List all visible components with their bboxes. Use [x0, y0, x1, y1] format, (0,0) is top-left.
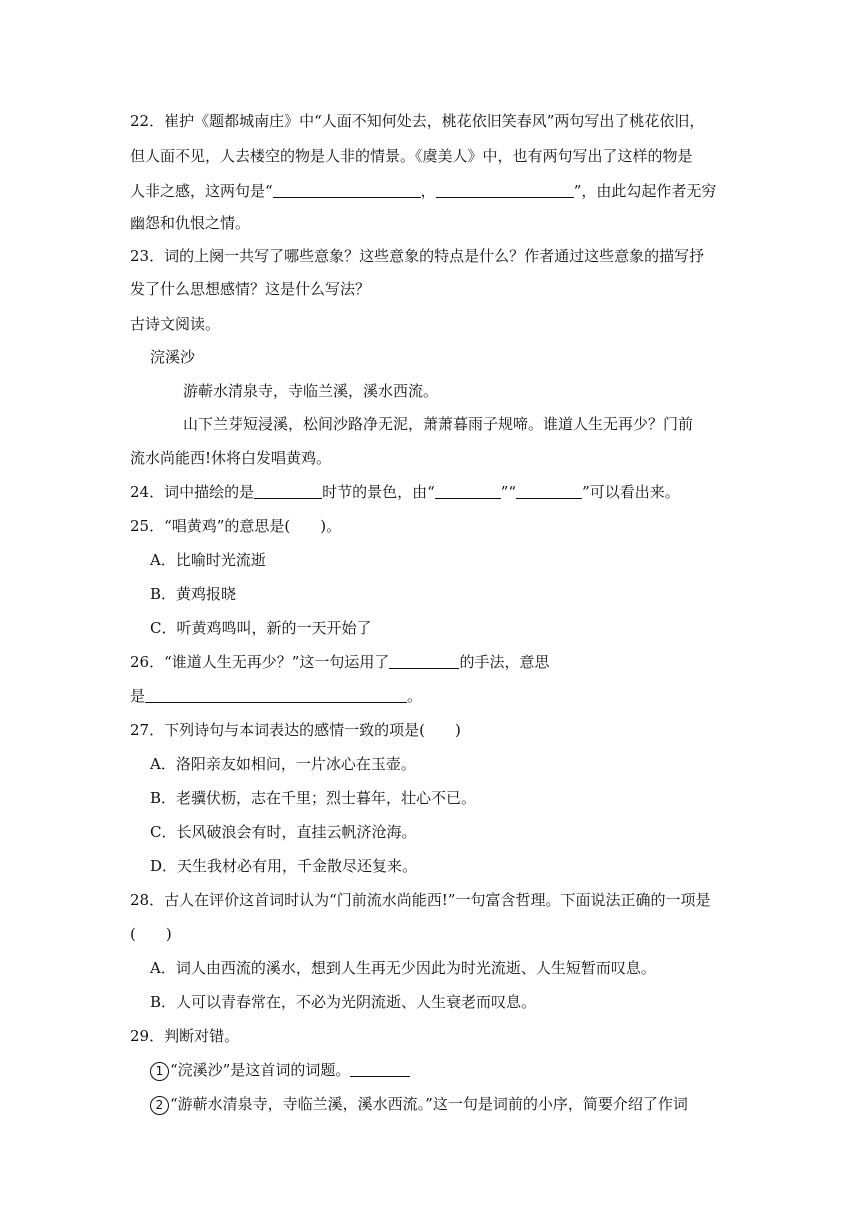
q26-line-1 — [130, 651, 740, 673]
q24-blank-3[interactable] — [516, 483, 582, 499]
q24-text-c: ”“ — [500, 483, 517, 501]
q29-item-2 — [150, 1093, 760, 1115]
q26-text-d: 。 — [407, 687, 423, 705]
q27-stem: 27．下列诗句与本词表达的感情一致的项是( ) — [130, 721, 461, 739]
poem-body-line-2: 流水尚能西!休将白发唱黄鸡。 — [130, 449, 332, 467]
q22-blank-1[interactable] — [273, 182, 421, 198]
q29-item-1-text: “浣溪沙”是这首词的词题。 — [170, 1061, 351, 1079]
q26-text-b: 的手法，意思 — [459, 653, 550, 671]
q22-text-c: ”，由此勾起作者无穷 — [573, 182, 717, 200]
q22-line-4: 幽怨和仇恨之情。 — [130, 214, 251, 232]
poem-preface: 游蕲水清泉寺，寺临兰溪，溪水西流。 — [183, 382, 439, 400]
q22-text-a: 人非之感，这两句是“ — [130, 182, 273, 200]
q23-line-1: 23．词的上阕一共写了哪些意象？这些意象的特点是什么？作者通过这些意象的描写抒 — [130, 247, 705, 265]
q29-blank-1[interactable] — [350, 1061, 410, 1077]
q25-option-c[interactable]: C．听黄鸡鸣叫，新的一天开始了 — [150, 619, 372, 637]
circled-number-2: 2 — [150, 1096, 169, 1115]
q22-line-1: 22．崔护《题都城南庄》中“人面不知何处去，桃花依旧笑春风”两句写出了桃花依旧， — [130, 112, 705, 130]
q24-blank-1[interactable] — [254, 483, 322, 499]
q24-text-b: 时节的景色，由“ — [322, 483, 435, 501]
q26-text-c: 是 — [130, 687, 146, 705]
q26-line-2 — [130, 685, 740, 707]
q25-stem: 25．“唱黄鸡”的意思是( )。 — [130, 517, 342, 535]
q28-option-b[interactable]: B．人可以青春常在，不必为光阴流逝、人生衰老而叹息。 — [150, 993, 537, 1011]
q27-option-c[interactable]: C．长风破浪会有时，直挂云帆济沧海。 — [150, 823, 417, 841]
q29-item-1 — [150, 1059, 760, 1081]
q22-text-b: ， — [420, 182, 436, 200]
q25-option-b[interactable]: B．黄鸡报晓 — [150, 585, 237, 603]
q29-item-2-text: “游蕲水清泉寺，寺临兰溪，溪水西流。”这一句是词前的小序，简要介绍了作词 — [170, 1095, 688, 1113]
q22-blank-2[interactable] — [436, 182, 574, 198]
q22-line-3 — [130, 180, 740, 202]
section-title: 古诗文阅读。 — [130, 315, 221, 333]
q28-stem-line-2: ( ) — [130, 925, 172, 943]
poem-body-line-1: 山下兰芽短浸溪，松间沙路净无泥，萧萧暮雨子规啼。谁道人生无再少？门前 — [183, 415, 694, 433]
q26-blank-1[interactable] — [389, 653, 459, 669]
poem-title: 浣溪沙 — [150, 348, 196, 366]
q24-text-a: 24．词中描绘的是 — [130, 483, 255, 501]
q23-line-2: 发了什么思想感情？这是什么写法？ — [130, 280, 371, 298]
q27-option-d[interactable]: D．天生我材必有用，千金散尽还复来。 — [150, 857, 418, 875]
q29-stem: 29．判断对错。 — [130, 1027, 240, 1045]
q24-text-d: ”可以看出来。 — [582, 483, 680, 501]
q26-blank-2[interactable] — [145, 687, 407, 703]
q28-option-a[interactable]: A．词人由西流的溪水，想到人生再无少因此为时光流逝、人生短暂而叹息。 — [150, 959, 656, 977]
circled-number-1: 1 — [150, 1062, 169, 1081]
q24-line — [130, 481, 740, 503]
q24-blank-2[interactable] — [435, 483, 501, 499]
q28-stem-line-1: 28．古人在评价这首词时认为“门前流水尚能西!”一句富含哲理。下面说法正确的一项是 — [130, 891, 711, 909]
q22-line-2: 但人面不见，人去楼空的物是人非的情景。《虞美人》中，也有两句写出了这样的物是 — [130, 147, 693, 165]
q26-text-a: 26．“谁道人生无再少？”这一句运用了 — [130, 653, 390, 671]
q25-option-a[interactable]: A．比喻时光流逝 — [150, 551, 266, 569]
q27-option-b[interactable]: B．老骥伏枥，志在千里；烈士暮年，壮心不已。 — [150, 789, 477, 807]
q27-option-a[interactable]: A．洛阳亲友如相问，一片冰心在玉壶。 — [150, 755, 416, 773]
